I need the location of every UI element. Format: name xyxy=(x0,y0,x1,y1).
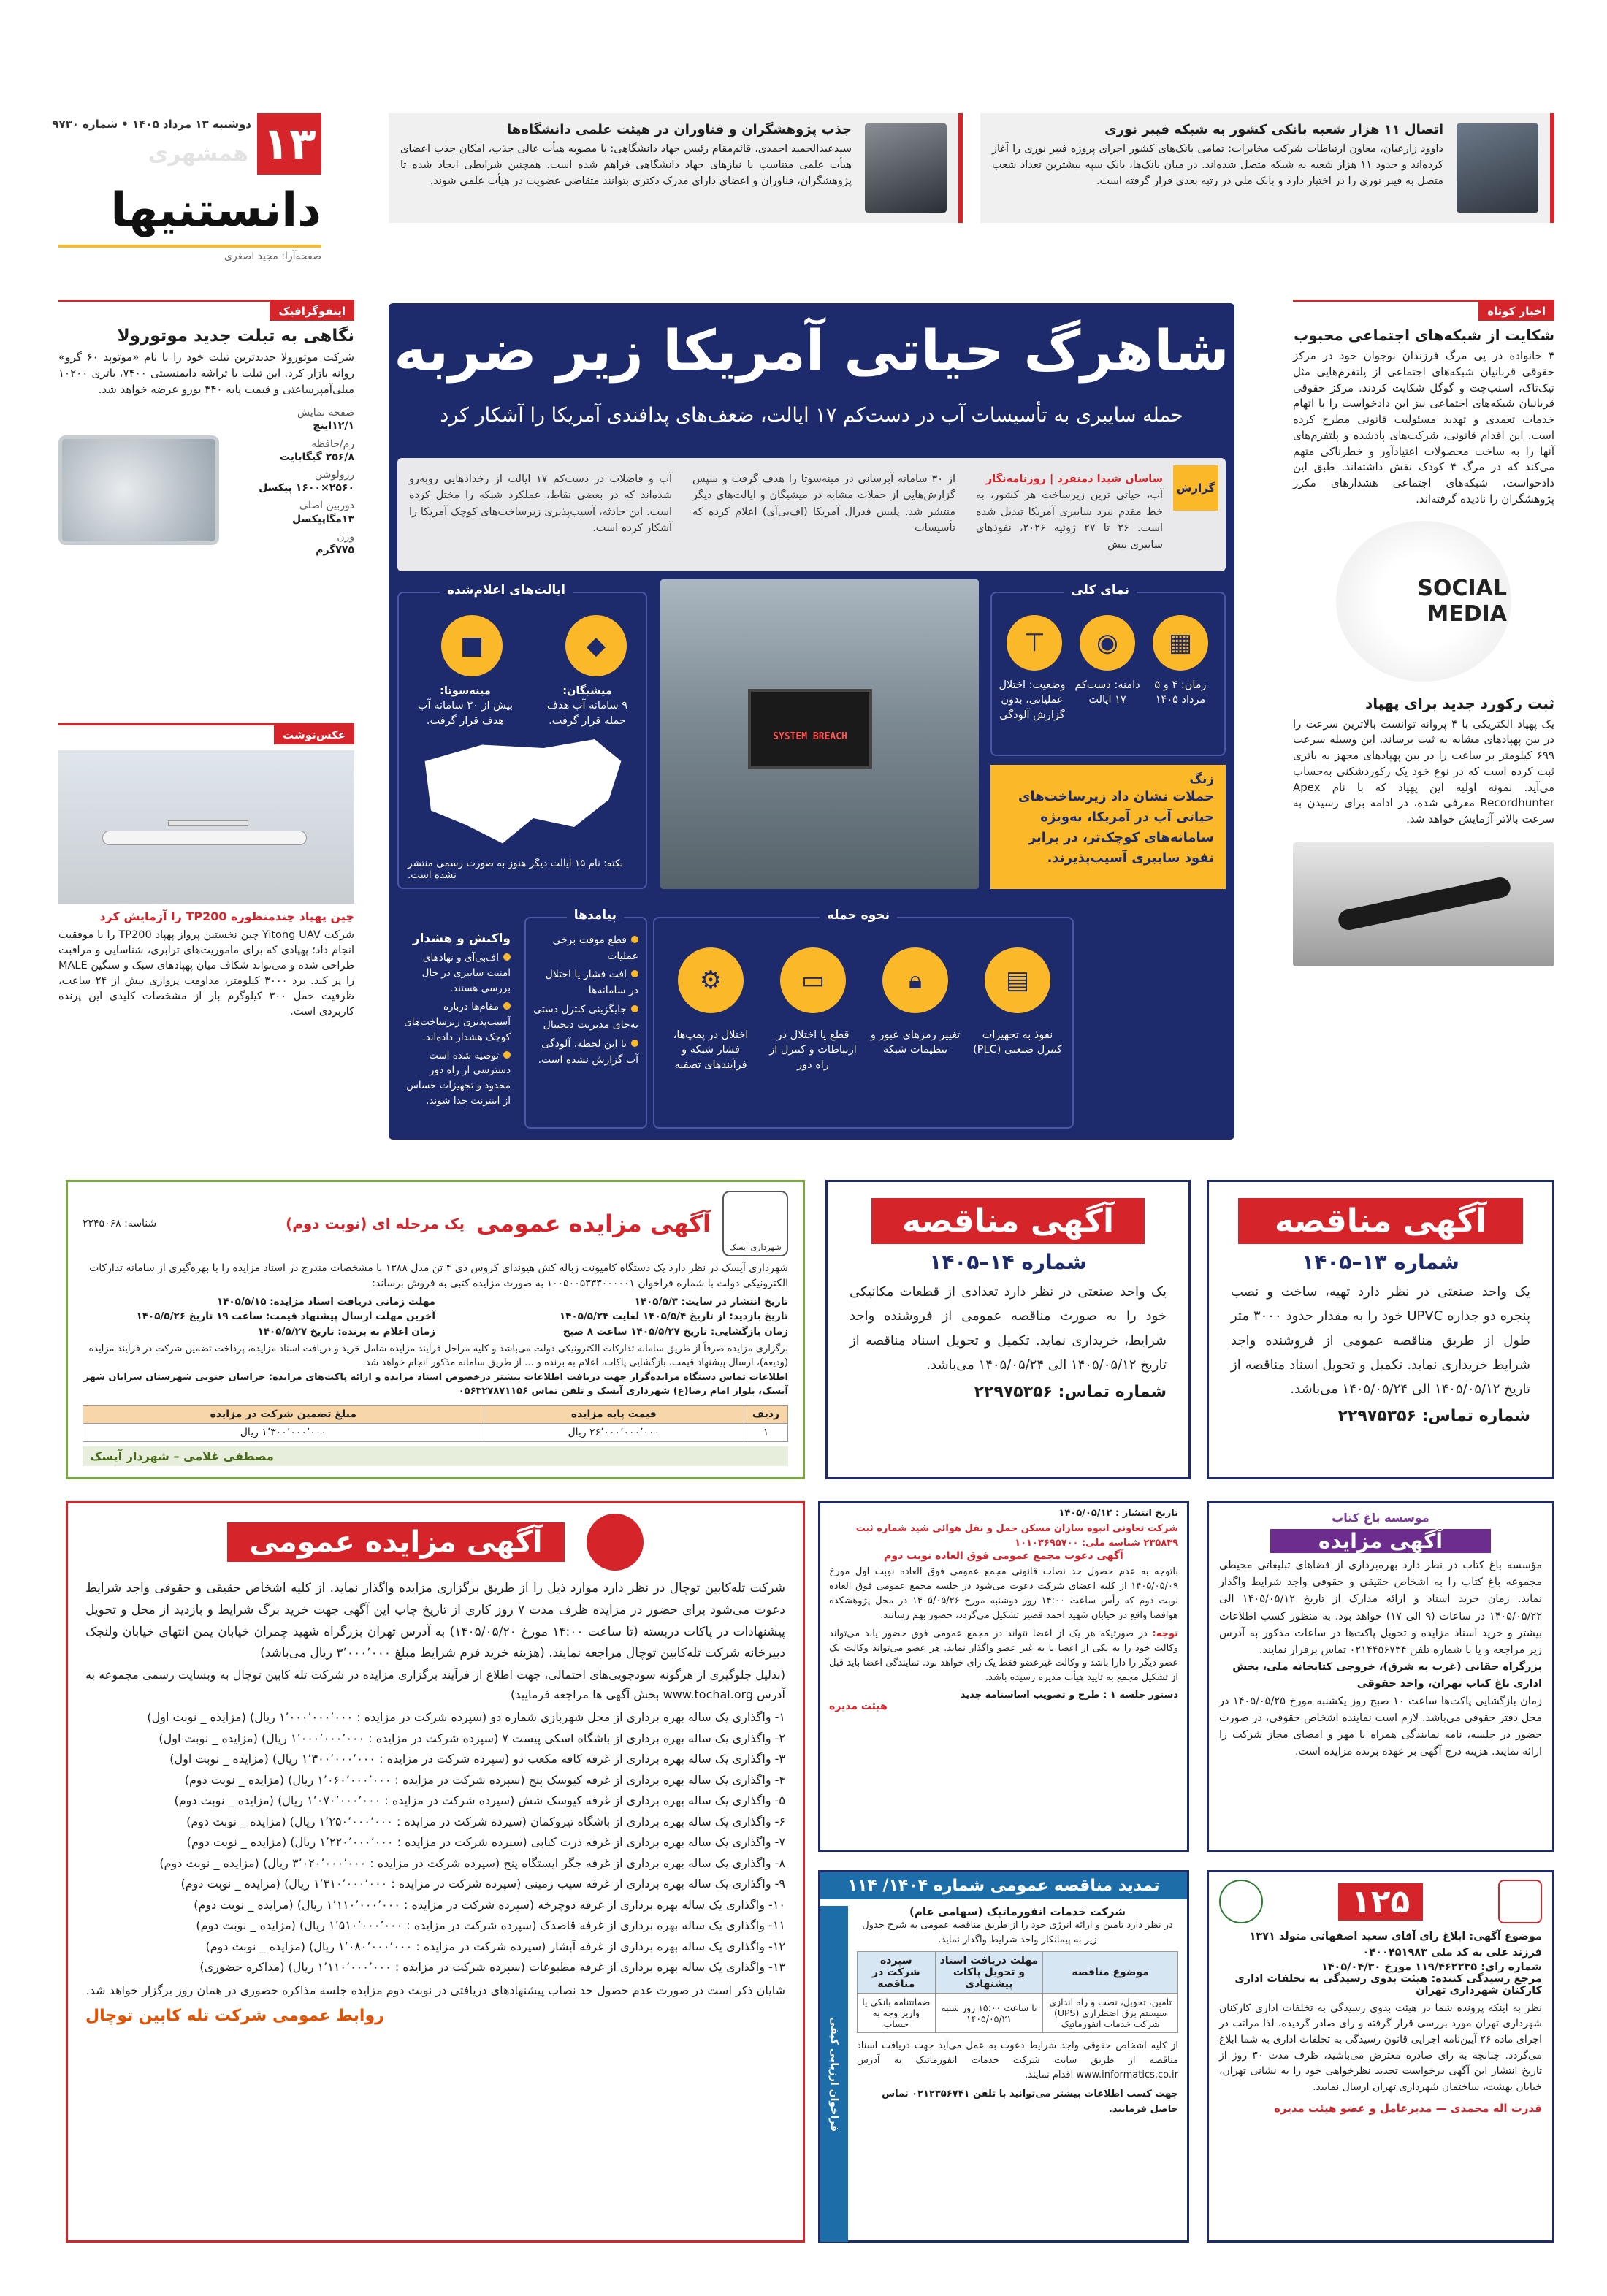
ad-signature: هیئت مدیره xyxy=(829,1701,888,1713)
lead-col-1: آب، حیاتی ترین زیرساخت هر کشور، به خط مقدم نبرد سایبری آمریکا تبدیل شده است. ۲۶ تا ۲۷ ژوئیه ۲۰۲۶، نفوذهای سایبری بیش xyxy=(976,489,1163,551)
reaction-title: واکنش و هشدار xyxy=(412,931,511,946)
short-news-body: ۴ خانواده در پی مرگ فرزندان نوجوان خود در مرکز حقوقی قربانیان شبکه‌های اجتماعی از پلتفرم‌هایی مثل تیک‌تاک، اسنپ‌چت و گوگل شکایت کردند. مرکز حقوقی قربانیان شبکه‌های اجتماعی نیز این دادخواست را با اتهام خدمات تعمدی و تهدید مسئولیت قانونی مطرح کرده است. این اقدام قانونی، شرکت‌های پادشده و پلتفرم‌های آنها را به ساخت محصولات اعتیادآور و خطرناکی متهم می‌کند که در مرگ ۴ کودک نقش داشته‌اند. طبق این دادخواست، شبکه‌های اجتماعی هشدارهای مکرر پژوهشگران را نادیده گرفته‌اند. xyxy=(1293,349,1554,506)
top-news-fiber xyxy=(980,113,1554,223)
ad-body-2: (بدلیل جلوگیری از هرگونه سودجویی‌های احتمالی، جهت اطلاع از فرآیند برگزاری مزایده در شرکت تله کابین توچال به وبسایت رسمی مجموعه به آدرس www.tochal.org بخش آگهی ها مراجعه فرمایید) xyxy=(85,1668,785,1702)
auction-item: ۳- واگذاری یک ساله بهره برداری از غرفه کافه مکعب دو (سپرده شرکت در مزایده : ۱٬۳۰۰٬۰۰۰٬۰۰۰ ریال) (مزایده _ نوبت اول) xyxy=(169,1752,785,1766)
michigan-map-icon: ◆ xyxy=(565,615,627,676)
ad-contact: شماره تماس: ۲۲۹۷۵۳۵۶ xyxy=(1337,1407,1530,1426)
short-news-tag: اخبار کوتاه xyxy=(1478,302,1554,321)
state-text: ۹ سامانه آب هدف حمله قرار گرفت. xyxy=(546,700,628,727)
consequences-title: پیامدها xyxy=(567,908,624,923)
lock-icon: 🔒︎ xyxy=(882,947,948,1013)
masthead-rule xyxy=(58,245,321,248)
ad-tender-13 xyxy=(1207,1180,1554,1479)
page-number: ۱۳ xyxy=(257,113,321,175)
ad-body: مؤسسه باغ کتاب در نظر دارد بهره‌برداری از فضاهای تبلیغاتی محیطی مجموعه باغ کتاب را به اشخاص حقیقی و حقوقی واجد شرایط واگذار نماید. زمان خرید اسناد و ارائه مدارک از تاریخ ۱۴۰۵/۰۵/۱۲ الی ۱۴۰۵/۰۵/۲۲ در ساعات (۹ الی ۱۷) خواهد بود. به منظور کسب اطلاعات بیشتر و خرید اسناد مزایده و تحویل پاکت‌ها در ساعات مذکور به آدرس زیر مراجعه و یا با شماره تلفن ۰۲۱۴۴۵۶۷۳۴ تماس برقرار نمایند. xyxy=(1219,1560,1542,1656)
auction-table: ردیف قیمت پایه مزایده مبلغ تضمین شرکت در مزایده ۱ ۲۶٬۰۰۰٬۰۰۰٬۰۰۰ ریال ۱٬۳۰۰٬۰۰۰٬۰۰۰ ریال xyxy=(83,1405,788,1442)
states-title: ایالت‌های اعلام‌شده xyxy=(440,583,573,598)
consequence-item: قطع موقت برخی عملیات xyxy=(552,934,638,962)
auction-item: ۶- واگذاری یک ساله بهره برداری از باشگاه تیروکمان (سپرده شرکت در مزایده : ۱٬۲۵۰٬۰۰۰٬۰۰۰ ریال) (مزایده _ نوبت دوم) xyxy=(186,1814,785,1828)
feature-headline: شاهرگ حیاتی آمریکا زیر ضربه xyxy=(394,318,1229,383)
ad-note: از کلیه اشخاص حقوقی واجد شرایط دعوت به عمل می‌آید جهت دریافت اسناد مناقصه از طریق سایت شرکت خدمات انفورماتیک به آدرس www.informatics.co.ir اقدام نمایند. xyxy=(857,2040,1178,2081)
ad-title: تمدید مناقصه عمومی شماره ۱۴۰۴/ ۱۱۴ xyxy=(820,1872,1187,1899)
feature-story xyxy=(389,303,1234,1140)
auction-item: ۴- واگذاری یک ساله بهره برداری از غرفه کیوسک پنج (سپرده شرکت در مزایده : ۱٬۰۶۰٬۰۰۰٬۰۰۰ ریال) (مزایده _ نوبت دوم) xyxy=(184,1772,785,1787)
state-name: میشیگان: xyxy=(562,685,612,697)
reaction-item: اف‌بی‌آی و نهادهای امنیت سایبری در حال بررسی هستند. xyxy=(421,952,511,994)
auction-item: ۱۲- واگذاری یک ساله بهره برداری از غرفه آبشار (سپرده شرکت در مزایده : ۱٬۰۸۰٬۰۰۰٬۰۰۰ ریال) (مزایده _ نوبت دوم) xyxy=(205,1939,785,1953)
report-label: گزارش xyxy=(1173,465,1218,511)
plc-icon: ▤ xyxy=(985,947,1050,1013)
ad-agenda: دستور جلسه ۱ : طرح و تصویب اساسنامه جدید xyxy=(960,1690,1178,1701)
ad-tender-14 xyxy=(825,1180,1191,1479)
ad-footer: جهت کسب اطلاعات بیشتر می‌توانید با تلفن ۰۲۱۲۳۵۶۷۴۱ تماس حاصل فرمایید. xyxy=(882,2089,1178,2115)
ad-cooperative xyxy=(818,1501,1189,1852)
auction-item: ۸- واگذاری یک ساله بهره برداری از غرفه جگر ایستگاه پنج (سپرده شرکت در مزایده : ۳٬۰۲۰٬۰۰۰٬۰۰۰ ریال) (مزایده _ نوبت دوم) xyxy=(159,1856,785,1870)
ad-informatics-tender xyxy=(818,1870,1189,2243)
system-breach-label: SYSTEM BREACH xyxy=(773,731,847,742)
ad-body-2: زمان بازگشایی پاکت‌ها ساعت ۱۰ صبح روز یکشنبه مورخ ۱۴۰۵/۰۵/۲۵ در محل دفتر حقوقی می‌باشد. لازم است نماینده اشخاص حقوقی، در صورت حضور در جلسه، نامه نمایندگی همراه با مهر و امضای مجاز شرکت را ارائه نمایند. هزینه درج آگهی بر عهده برنده مزایده است. xyxy=(1219,1695,1542,1758)
infographic-column xyxy=(58,300,354,709)
states-panel xyxy=(397,583,647,889)
state-name: مینه‌سوتا: xyxy=(440,685,491,697)
location-icon: ◉ xyxy=(1080,615,1135,671)
auction-item: ۱۰- واگذاری یک ساله بهره برداری از غرفه دوچرخه (سپرده شرکت در مزایده : ۱٬۱۱۰٬۰۰۰٬۰۰۰ ریال) (مزایده _ نوبت دوم) xyxy=(194,1897,785,1912)
photo-news-tag: عکس‌نوشت xyxy=(274,725,354,744)
ad-title: آگهی مزایده xyxy=(1270,1529,1491,1553)
masthead xyxy=(52,113,321,267)
ad-body: نظر به اینکه پرونده شما در هیئت بدوی رسیدگی به تخلفات اداری کارکنان شهرداری تهران مورد بررسی قرار گرفته و رای صادر گردیده، لذا مراتب در اجرای ماده ۲۶ آیین‌نامه اجرایی قانون رسیدگی به تخلفات اداری به شما ابلاغ می‌گردد. چنانچه به رای صادره معترض می‌باشید، ظرف مدت ۳۰ روز از تاریخ انتشار این آگهی درخواست تجدید نظرخواهی خود را به نشانی تهران، خیابان بهشت، ساختمان شهرداری تهران ارسال نمایید. xyxy=(1219,2002,1542,2093)
water-tap-icon: ⊤ xyxy=(1007,615,1062,671)
spec-list xyxy=(230,406,354,557)
drone-photo xyxy=(1293,842,1554,966)
aysak-logo: شهرداری آیسک xyxy=(722,1191,788,1256)
photo-caption-title: چین پهپاد چندمنظوره TP200 را آزمایش کرد xyxy=(99,909,354,923)
ad-note: در صورتیکه هر یک از اعضا نتواند در مجمع عمومی فوق حضور یابد می‌تواند وکالت خود را به یکی از اعضا یا به غیر عضو واگذار نماید. هر عضو می‌تواند وکالت یک عضو دیگر را دارا باشد و وکالت غیرعضو فقط یک رای خواهد بود. نمایندگی اعضا باید قبل از تشکیل مجمع به تایید هیأت مدیره رسیده باشد. xyxy=(829,1628,1178,1683)
feature-lead xyxy=(397,458,1226,571)
top-news-body: سیدعبدالحمید احمدی، قائم‌مقام رئیس جهاد دانشگاهی: با مصوبه هیأت عالی جذب، امکان جذب اعضای هیأت علمی متناسب با نیازهای جهاد دانشگاهی فراهم شده است. همچنین شرایطی ایجاد شده تا پژوهشگران، فناوران و اعضای دارای مدرک دکتری بتوانند متقاضی عضویت در هیأت علمی شوند. xyxy=(400,143,852,187)
reaction-panel xyxy=(398,917,515,1129)
minnesota-map-icon: ■ xyxy=(441,615,503,676)
byline: ساسان شیدا دمنفرد | روزنامه‌نگار xyxy=(985,473,1163,485)
ad-number: شماره ۱۴–۱۴۰۵ xyxy=(929,1250,1087,1274)
ad-vote: شماره رای: ۱۱۹/۴۶۲۲۳۵ مورخ ۱۴۰۵/۰۴/۳۰ xyxy=(1321,1961,1542,1973)
attack-title: نحوه حمله xyxy=(820,908,897,923)
bullet-icon xyxy=(503,1051,511,1059)
ad-signature: روابط عمومی شرکت تله کابین توچال xyxy=(85,2006,384,2025)
laptop-shape xyxy=(748,689,872,769)
ad-notes: برگزاری مزایده صرفاً از طریق سامانه تدارکات الکترونیکی دولت می‌باشد و کلیه مراحل فرآیند مزایده شامل خرید و دریافت اسناد مزایده، پرداخت تضمین شرکت در فرآیند مزایده (ودیعه)، ارسال پیشنهاد قیمت، بازگشایی پاکات، اعلام به برنده و ... از طریق سامانه مذکور انجام خواهد شد. xyxy=(88,1343,788,1369)
publication-logo: همشهری xyxy=(148,141,248,167)
social-media-label: SOCIAL MEDIA xyxy=(1417,575,1507,627)
attack-step: اختلال در پمپ‌ها، فشار شبکه و فرآیندهای تصفیه xyxy=(673,1029,749,1071)
ad-signature: مصطفی غلامی – شهردار آیسک xyxy=(83,1446,788,1466)
reaction-item: مقام‌ها درباره آسیب‌پذیری زیرساخت‌های کوچک هشدار داده‌اند. xyxy=(404,1000,511,1043)
attack-step: قطع یا اختلال در ارتباطات و کنترل از راه دور xyxy=(769,1029,857,1071)
usa-map-shape xyxy=(421,739,625,849)
infographic-title: نگاهی به تبلت جدید موتورولا xyxy=(117,327,354,346)
issue-date: دوشنبه ۱۳ مرداد ۱۴۰۵ • شماره ۹۷۳۰ xyxy=(52,118,251,131)
ad-kutab-auction xyxy=(1207,1501,1554,1852)
top-news-title: جذب پژوهشگران و فناوران در هیئت علمی دانشگاه‌ها xyxy=(507,122,852,137)
ad-contact: شماره تماس: ۲۲۹۷۵۳۵۶ xyxy=(974,1383,1167,1402)
short-news-body: یک پهپاد الکتریکی با ۴ پروانه توانست بالاترین سرعت را در بین پهپادهای مشابه به ثبت برساند. این وسیله سرعت ۶۹۹ کیلومتر بر ساعت را در بین پهپادهای مجهز به باتری ثبت کرده است که در نوع خود یک رکوردشکنی به‌حساب می‌آید. نمونه اولیه این پهپاد که با نام Apex Recordhunter معرفی شده، در ادامه برای رسیدن به سرعت بالاتر آزمایش خواهد شد. xyxy=(1293,717,1555,825)
ad-org: موسسه باغ کتاب xyxy=(1332,1511,1429,1525)
auction-item: ۱۳- واگذاری یک ساله بهره برداری از غرفه مطبوعات (سپرده شرکت در مزایده : ۱٬۱۱۰٬۰۰۰٬۰۰۰ ریال) (مذاکره حضوری) xyxy=(199,1960,785,1974)
auction-item: ۹- واگذاری یک ساله بهره برداری از غرفه سیب زمینی (سپرده شرکت در مزایده : ۱٬۳۱۰٬۰۰۰٬۰۰۰ ریال) (مزایده _ نوبت دوم) xyxy=(180,1877,785,1891)
consequence-item: افت فشار یا اختلال در سامانه‌ها xyxy=(545,969,638,997)
calendar-icon: ▦ xyxy=(1153,615,1208,671)
ad-title: موضوع آگهی: ابلاغ رای آقای سعید اصفهانی متولد ۱۳۷۱ فرزند علی به کد ملی ۰۴۰۰۴۵۱۹۸۳ xyxy=(1249,1931,1542,1959)
ad-title: آگهی مزایده عمومی xyxy=(476,1210,711,1237)
spec-item: صفحه نمایش ۱۲/۱اینچ xyxy=(297,407,354,432)
bullet-icon xyxy=(631,1005,638,1012)
ad-date: تاریخ انتشار : ۱۴۰۵/۰۵/۱۲ xyxy=(1058,1508,1178,1519)
ad-id: شناسه: ۲۲۴۵۰۶۸ xyxy=(83,1218,157,1229)
ad-body: یک واحد صنعتی در نظر دارد تعدادی از قطعات مکانیکی خود را به صورت مناقصه عمومی از فروشنده واجد شرایط، خریداری نماید. تکمیل و تحویل اسناد مناقصه از تاریخ ۱۴۰۵/۰۵/۱۲ الی ۱۴۰۵/۰۵/۲۴ می‌باشد. xyxy=(850,1284,1167,1373)
attack-step: تغییر رمزهای عبور و تنظیمات شبکه xyxy=(870,1029,961,1056)
ad-body: یک واحد صنعتی در نظر دارد تهیه، ساخت و نصب پنجره دو جداره UPVC خود را به مقدار حدود ۳۰۰۰ متر طول از طریق مناقصه عمومی از فروشنده واجد شرایط خریداری نماید. تکمیل و تحویل اسناد مناقصه از تاریخ ۱۴۰۵/۰۵/۱۲ الی ۱۴۰۵/۰۵/۲۴ می‌باشد. xyxy=(1231,1284,1531,1397)
ad-aysak-auction xyxy=(66,1180,805,1479)
attack-method-panel xyxy=(653,908,1074,1129)
ad-title: آگهی مزایده عمومی xyxy=(227,1522,564,1562)
pump-icon: ⚙︎ xyxy=(678,947,744,1013)
lead-col-3: آب و فاضلاب در دست‌کم ۱۷ ایالت از رخدادهایی روبه‌رو شده‌اند که در بعضی نقاط، عملکرد شبکه را مختل کرده است. این حادثه، آسیب‌پذیری زیرساخت‌های کوچک آمریکا را آشکار کرده است. xyxy=(409,473,672,535)
monitor-icon: ▭ xyxy=(780,947,846,1013)
ad-title-suffix: یک مرحله ای (نوبت دوم) xyxy=(286,1215,465,1232)
section-title: دانستنیها xyxy=(110,183,321,237)
portrait-photo xyxy=(1457,123,1538,213)
auction-item: ۱۱- واگذاری یک ساله بهره برداری از غرفه قاصدک (سپرده شرکت در مزایده : ۱٬۵۱۰٬۰۰۰٬۰۰۰ ریال) (مزایده _ نوبت دوم) xyxy=(196,1918,785,1933)
lead-col-2: از ۳۰ سامانه آبرسانی در مینه‌سوتا را هدف گرفت و سپس گزارش‌هایی از حملات مشابه در میشیگان و ایالت‌های دیگر منتشر شد. پلیس فدرال آمریکا (اف‌بی‌آی) اعلام کرده که تأسیسات xyxy=(692,473,955,535)
ad-closing: شایان ذکر است در صورت عدم حصول حد نصاب پیشنهادهای دریافتی در نوبت دوم مزایده جلسه مذاکره حضوری در همان روز برگزار خواهد شد. xyxy=(85,1983,785,1998)
ad-dates: تاریخ انتشار در سایت: ۱۴۰۵/۵/۳ مهلت زمانی دریافت اسناد مزایده: ۱۴۰۵/۵/۱۵ تاریخ بازدید: از تاریخ ۱۴۰۵/۵/۴ لغایت ۱۴۰۵/۵/۲۴ آخرین مهلت ارسال پیشنهاد قیمت: ساعت ۱۹ تاریخ ۱۴۰۵/۵/۲۶ زمان بازگشایی: تاریخ ۱۴۰۵/۵/۲۷ ساعت ۸ صبح زمان اعلام به برنده: تاریخ ۱۴۰۵/۵/۲۷ xyxy=(136,1296,788,1338)
photo-news-column xyxy=(58,723,354,1140)
bullet-icon xyxy=(631,1040,638,1047)
municipality-logo xyxy=(1219,1880,1263,1923)
tablet-image xyxy=(58,435,219,545)
ad-telecabin-auction xyxy=(66,1501,805,2243)
ad-side-label: فراخوان ارزیابی کیفی xyxy=(820,1906,848,2242)
social-media-globe-image xyxy=(1336,521,1511,682)
auction-item: ۷- واگذاری یک ساله بهره برداری از غرفه ذرت کبابی (سپرده شرکت در مزایده : ۱٬۲۲۰٬۰۰۰٬۰۰۰ ریال) (مزایده _ نوبت دوم) xyxy=(186,1835,785,1850)
infographic-body: شرکت موتورولا جدیدترین تبلت خود را با نام «موتوپد ۶۰ گرو» روانه بازار کرد. این تبلت با تراشه دایمنسیتی ۷۴۰۰، باتری ۱۰۲۰۰ میلی‌آمپرساعتی و قیمت پایه ۳۴۰ یورو عرضه خواهد شد. xyxy=(58,351,355,396)
overview-panel xyxy=(990,583,1226,756)
ad-number: شماره ۱۳–۱۴۰۵ xyxy=(1302,1250,1459,1274)
ad-body: شهرداری آیسک در نظر دارد یک دستگاه کامیونت زباله کش هیوندای کروس دی ۴ تن مدل ۱۳۸۸ با مشخصات مندرج در اسناد مزایده را با بهره‌گیری از سامانه تدارکات الکترونیکی دولت با شماره فراخوان ۱۰۰۵۰۰۵۳۳۳۰۰۰۰۰۱ به صورت مزایده کتبی به فروش برساند: xyxy=(89,1262,788,1289)
short-news-column xyxy=(1293,300,1554,1140)
water-plant-photo xyxy=(660,579,979,889)
ad-fire-notice xyxy=(1207,1870,1554,2243)
short-news-title: ثبت رکورد جدید برای پهپاد xyxy=(1365,694,1554,712)
ad-contact: اطلاعات تماس دستگاه مزایده‌گزار جهت دریافت اطلاعات بیشتر درخصوص اسناد مزایده و ارائه پاکت‌های مزایده: خراسان جنوبی شهرستان سرایان شهر آیسک، بلوار امام رضا(ع) شهرداری آیسک و تلفن تماس ۰۵۶۳۲۷۸۷۱۱۵۶ xyxy=(83,1371,788,1397)
bullet-icon xyxy=(503,953,511,961)
drone-body-shape xyxy=(1337,875,1513,931)
overview-scope: دامنه: دست‌کم ۱۷ ایالت xyxy=(1074,679,1140,706)
spec-item: دوربین اصلی ۱۳مگاپیکسل xyxy=(291,500,354,525)
infographic-tag: اینفوگرافیک xyxy=(270,302,354,321)
consequences-panel xyxy=(524,908,647,1129)
portrait-photo xyxy=(865,123,947,213)
photo-caption-body: شرکت Yitong UAV چین نخستین پرواز پهپاد TP200 را با موفقیت انجام داد؛ پهپادی که برای ماموریت‌های ترابری، شناسایی و مراقبت طراحی شده و می‌تواند شکاف میان پهپادهای سبک و سنگین MALE را پر کند. برد ۳۰۰۰ کیلومتر، مداومت پروازی بیش از ۲۴ ساعت، ظرفیت حمل ۳۰۰ کیلوگرم بار از مشخصات کلیدی این پرنده کاربردی است. xyxy=(58,929,355,1018)
top-news-body: داوود زارعیان، معاون ارتباطات شرکت مخابرات: تمامی بانک‌های کشور اجرای پروژه فیبر نوری را آغاز کرده‌اند و حدود ۱۱ هزار شعبه به شبکه متصل شده‌اند. در میان بانک‌ها، بانک سپه بیشترین تعداد شعب متصل به فیبر نوری را در اختیار دارد و بانک ملی در رتبه بعدی قرار گرفته است. xyxy=(992,143,1443,187)
ad-title: شرکت تعاونی انبوه سازان مسکن حمل و نقل هوائی شید شماره ثبت ۲۳۵۸۳۹ شناسه ملی: ۱۰۱۰۳۶۹۵۷۰۰ xyxy=(855,1523,1178,1549)
state-text: بیش از ۳۰ سامانه آب هدف قرار گرفت. xyxy=(417,700,514,727)
overview-time: زمان: ۴ و ۵ مرداد ۱۴۰۵ xyxy=(1154,679,1207,706)
ad-address: بزرگراه حقانی (غرب به شرق)، خروجی کتابخانه ملی، بخش اداری باغ کتاب تهران، واحد حقوقی xyxy=(1232,1661,1542,1690)
ad-body: شرکت تله‌کابین توچال در نظر دارد موارد ذیل را از طریق برگزاری مزایده واگذار نماید. از کلیه اشخاص حقیقی و حقوقی واجد شرایط دعوت می‌شود برای حضور در مزایده ظرف مدت ۷ روز کاری از تاریخ چاپ این آگهی جهت خرید برگ شرایط و بازدید از محل و تحویل پیشنهادات در پاکات دربسته (تا ساعت ۱۴:۰۰ مورخ ۱۴۰۵/۰۵/۲۰) به آدرس تهران بزرگراه شهید چمران خیابان یمن انتهای خیابان ولنجک دبیرخانه شرکت تله‌کابین توچال مراجعه نمایند. (هزینه خرید فرم شرایط مبلغ ۳٬۰۰۰٬۰۰۰ ریال می‌باشد) xyxy=(85,1581,785,1661)
top-news-title: اتصال ۱۱ هزار شعبه بانکی کشور به شبکه فیبر نوری xyxy=(1104,122,1443,137)
tablet-specs xyxy=(58,406,354,596)
consequence-item: جایگزینی کنترل دستی به‌جای مدیریت دیجیتال xyxy=(533,1003,638,1031)
alarm-box xyxy=(990,765,1226,889)
auction-item: ۲- واگذاری یک ساله بهره برداری از باشگاه اسکی پیست ۷ (سپرده شرکت در مزایده : ۱٬۰۰۰٬۰۰۰٬۰۰۰ ریال) (مزایده _ نوبت اول) xyxy=(159,1731,785,1745)
auction-item: ۵- واگذاری یک ساله بهره برداری از غرفه کیوسک شش (سپرده شرکت در مزایده : ۱٬۰۷۰٬۰۰۰٬۰۰۰ ریال) (مزایده _ نوبت دوم) xyxy=(174,1793,785,1808)
alarm-title: زنگ xyxy=(1189,772,1214,787)
tender-table: موضوع مناقصه مهلت دریافت اسناد و تحویل پاکات پیشنهادی سپرده شرکت در مناقصه تامین، تحویل، نصب و راه اندازی سیستم برق اضطراری (UPS) شرکت خدمات انفورماتیک تا ساعت ۱۵:۰۰ روز شنبه ۱۴۰۵/۰۵/۲۱ ضمانتنامه بانکی یا واریز وجه به حساب xyxy=(857,1951,1178,2033)
ad-title: آگهی مناقصه xyxy=(871,1198,1145,1244)
fire-badge: ۱۲۵ xyxy=(1338,1883,1424,1921)
telecabin-logo xyxy=(587,1514,644,1571)
ad-company: شرکت خدمات انفورماتیک (سهامی عام) xyxy=(909,1905,1126,1918)
spec-item: رزولوشن ۲۵۶۰×۱۶۰۰ پیکسل xyxy=(259,469,354,495)
top-news-academic xyxy=(389,113,963,223)
uav-fuselage-shape xyxy=(102,831,307,845)
uav-wing-shape xyxy=(168,820,248,826)
consequence-item: تا این لحظه، آلودگی آب گزارش نشده است. xyxy=(538,1038,638,1066)
bullet-icon xyxy=(631,970,638,977)
bullet-icon xyxy=(503,1002,511,1010)
ad-subtitle: آگهی دعوت مجمع عمومی فوق العاده نوبت دوم xyxy=(884,1550,1123,1562)
drone-test-photo xyxy=(58,750,354,904)
ad-body: باتوجه به عدم حصول حد نصاب قانونی مجمع عمومی فوق العاده نوبت اول مورخ ۱۴۰۵/۰۵/۰۹ از کلیه اعضای شرکت دعوت می‌شود در جلسه مجمع عمومی فوق العاده نوبت دوم که رأس ساعت ۱۴:۰۰ روز دوشنبه مورخ ۱۴۰۵/۰۵/۲۶ در محل پژوهشکده هوافضا واقع در خیابان شهید احمد قصیر تشکیل می‌گردد، حضور بهم رسانند. xyxy=(829,1566,1178,1622)
ad-signature: قدرت اله محمدی — مدیرعامل و عضو هیئت مدیره xyxy=(1274,2101,1542,2115)
overview-status: وضعیت: اختلال عملیاتی، بدون گزارش آلودگی xyxy=(999,679,1066,721)
auction-item: ۱- واگذاری یک ساله بهره برداری از محل شهربازی شماره دو (سپرده شرکت در مزایده : ۱٬۰۰۰٬۰۰۰٬۰۰۰ ریال) (مزایده _ نوبت اول) xyxy=(147,1710,785,1725)
spec-item: رم/حافظه ۲۵۶/۸ گیگابایت xyxy=(279,438,354,463)
section-editor: صفحه‌آرا: مجید اصغری xyxy=(224,251,321,262)
feature-dek: حمله سایبری به تأسیسات آب در دست‌کم ۱۷ ایالت، ضعف‌های پدافندی آمریکا را آشکار کرد xyxy=(440,404,1183,427)
ad-title: آگهی مناقصه xyxy=(1238,1198,1523,1244)
alarm-text: حملات نشان داد زیرساخت‌های حیاتی آب در آمریکا، به‌ویژه سامانه‌های کوچک‌تر، در برابر نفوذ سایبری آسیب‌پذیرند. xyxy=(1018,789,1214,866)
overview-title: نمای کلی xyxy=(1064,583,1137,598)
auction-items xyxy=(85,1707,785,1977)
ad-note-title: توجه: xyxy=(1152,1628,1179,1639)
ad-ref: مرجع رسیدگی کننده: هیئت بدوی رسیدگی به تخلفات اداری کارکنان شهرداری تهران xyxy=(1234,1972,1542,1996)
map-note: نکته: نام ۱۵ ایالت دیگر هنوز به صورت رسمی منتشر نشده است. xyxy=(408,858,624,881)
short-news-title: شکایت از شبکه‌های اجتماعی محبوب xyxy=(1294,327,1554,344)
fire-dept-logo xyxy=(1498,1880,1542,1923)
reaction-item: توصیه شده است دسترسی از راه دور محدود و تجهیزات حساس از اینترنت جدا شوند. xyxy=(406,1049,511,1107)
ad-intro: در نظر دارد تامین و ارائه انرژی خود را از طریق مناقصه عمومی به شرح جدول زیر به پیمانکار واجد شرایط واگذار نماید. xyxy=(862,1920,1173,1945)
attack-step: نفوذ به تجهیزات کنترل صنعتی (PLC) xyxy=(973,1029,1062,1056)
bullet-icon xyxy=(631,936,638,943)
spec-item: وزن ۷۷۵گرم xyxy=(316,530,354,556)
